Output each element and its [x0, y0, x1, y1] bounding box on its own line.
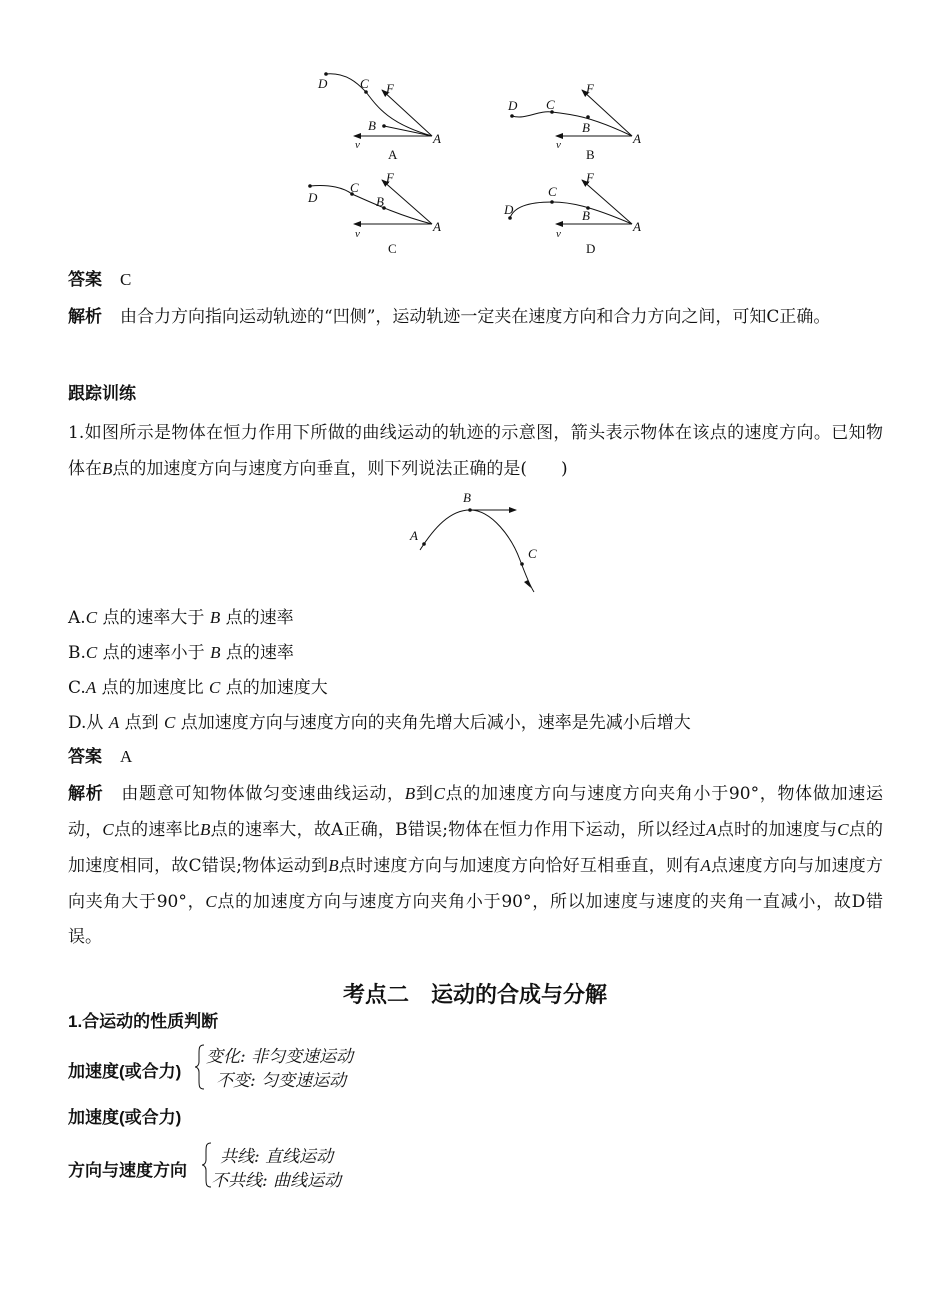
brace-block-1: [68, 1042, 468, 1092]
option-var: C: [164, 713, 176, 732]
point-label: v: [556, 228, 561, 240]
brace-option: 变化: 非匀变速运动: [206, 1047, 354, 1067]
point-label: v: [556, 139, 561, 151]
brace-option: 共线: 直线运动: [220, 1147, 334, 1167]
option-text: 点的加速度比: [101, 678, 204, 698]
point-label: v: [355, 139, 360, 151]
point-label: B: [376, 194, 384, 209]
analysis-2: [68, 776, 883, 955]
analysis-text: 点时速度方向与加速度方向恰好互相垂直，则有: [338, 856, 701, 876]
option-prefix: C.: [68, 678, 86, 698]
option-var: C: [209, 678, 221, 697]
trajectory-figure: [400, 488, 550, 598]
option-var: B: [209, 608, 221, 627]
point-label: D: [508, 98, 518, 113]
point-label: A: [633, 131, 641, 146]
analysis-var: B: [328, 856, 339, 875]
option-var: A: [108, 713, 120, 732]
question-1-stem: [68, 416, 883, 487]
point-label: C: [528, 546, 537, 561]
option-prefix: A.: [68, 608, 86, 628]
point-label: D: [308, 190, 318, 205]
option-text: 点的速率小于: [102, 643, 205, 663]
option-c: [68, 676, 328, 700]
answer-value: C: [120, 270, 132, 289]
options-figure: [300, 66, 660, 262]
analysis-var: B: [200, 820, 211, 839]
option-text: 点的速率: [225, 643, 294, 663]
option-panel-a: [317, 72, 441, 162]
option-prefix: D.从: [68, 713, 104, 733]
brace-label: 方向与速度方向: [68, 1161, 187, 1180]
analysis-text: 点时的加速度与: [716, 820, 838, 840]
answer-label: 答案: [68, 270, 102, 289]
point-label: F: [386, 170, 394, 185]
brace-label: 加速度(或合力): [68, 1062, 182, 1081]
brace2-top-label: 加速度(或合力): [68, 1108, 182, 1127]
brace-option: 不变: 匀变速运动: [216, 1071, 347, 1091]
analysis-text: 到: [415, 784, 434, 804]
panel-label: C: [388, 241, 397, 256]
section-heading-tracking: 跟踪训练: [68, 384, 136, 403]
stem-text: 1.如图所示是物体在恒力作用下所做的曲线运动的轨迹的示意图，箭头表示物体在该点的速度方向。已知物体在: [68, 423, 883, 479]
point-label: A: [433, 219, 441, 234]
point-label: D: [504, 202, 514, 217]
analysis-var: C: [102, 820, 114, 839]
panel-label: B: [586, 147, 595, 162]
analysis-1: [68, 299, 883, 335]
point-label: A: [410, 528, 418, 543]
option-var: B: [210, 643, 221, 662]
answer-2: [68, 745, 132, 769]
option-panel-b: [507, 81, 641, 162]
option-text: 点的速率: [225, 608, 294, 628]
stem-text: 点的加速度方向与速度方向垂直，则下列说法正确的是( ): [112, 459, 568, 479]
analysis-label: 解析: [68, 784, 104, 803]
option-prefix: B.: [68, 643, 86, 663]
analysis-text: 由合力方向指向运动轨迹的“凹侧”，运动轨迹一定夹在速度方向和合力方向之间，可知C正确。: [120, 307, 831, 327]
option-text: 点的速率大于: [102, 608, 205, 628]
analysis-text: 点的加速度方向与速度方向夹角小于90°，物体做加速运动，: [68, 784, 884, 840]
brace-block-2: [68, 1140, 468, 1190]
option-panel-c: [307, 170, 441, 256]
option-text: 点加速度方向与速度方向的夹角先增大后减小，速率是先减小后增大: [180, 713, 691, 733]
option-text: 点到: [124, 713, 159, 733]
option-var: A: [85, 678, 97, 697]
option-var: C: [85, 608, 98, 627]
analysis-text: 点的加速度相同，故C错误;物体运动到: [68, 820, 884, 876]
analysis-text: 点的加速度方向与速度方向夹角小于90°，所以加速度与速度的夹角一直减小，故D错误。: [68, 892, 883, 947]
point-label: C: [546, 97, 555, 112]
section-title: 考点二 运动的合成与分解: [342, 983, 607, 1008]
point-label: A: [433, 131, 441, 146]
option-var: C: [85, 643, 98, 662]
point-label: C: [360, 76, 369, 91]
option-panel-d: [503, 170, 641, 256]
option-d: [68, 711, 691, 735]
analysis-text: 由题意可知物体做匀变速曲线运动，: [121, 784, 405, 804]
analysis-var: A: [706, 820, 717, 839]
point-label: B: [582, 120, 590, 135]
point-label: v: [355, 228, 360, 240]
answer-1: [68, 268, 131, 292]
point-label: B: [368, 118, 376, 133]
analysis-var: B: [404, 784, 416, 803]
analysis-text: 点的速率比: [113, 820, 200, 840]
panel-label: A: [388, 147, 398, 162]
option-text: 点的加速度大: [225, 678, 328, 698]
panel-label: D: [586, 241, 596, 256]
point-label: F: [586, 81, 594, 96]
analysis-var: A: [700, 856, 711, 875]
analysis-var: C: [205, 892, 217, 911]
answer-label: 答案: [68, 747, 102, 766]
stem-var: B: [102, 459, 113, 478]
point-label: C: [548, 184, 557, 199]
analysis-var: C: [837, 820, 849, 839]
option-a: [68, 606, 294, 630]
answer-value: A: [120, 747, 133, 766]
point-label: A: [633, 219, 641, 234]
brace-option: 不共线: 曲线运动: [211, 1171, 342, 1191]
point-label: B: [582, 208, 590, 223]
subheading-1: 1.合运动的性质判断: [68, 1012, 219, 1031]
point-label: F: [586, 170, 594, 185]
brace-icon: [194, 1044, 206, 1090]
point-label: B: [463, 490, 471, 505]
analysis-var: C: [433, 784, 445, 803]
point-label: C: [350, 180, 359, 195]
analysis-text: 点速度方向与加速度方向夹角大于90°，: [68, 856, 884, 912]
option-b: [68, 641, 294, 665]
analysis-label: 解析: [68, 307, 102, 326]
point-label: D: [318, 76, 328, 91]
point-label: F: [386, 81, 394, 96]
analysis-text: 点的速率大，故A正确，B错误;物体在恒力作用下运动，所以经过: [210, 820, 707, 840]
